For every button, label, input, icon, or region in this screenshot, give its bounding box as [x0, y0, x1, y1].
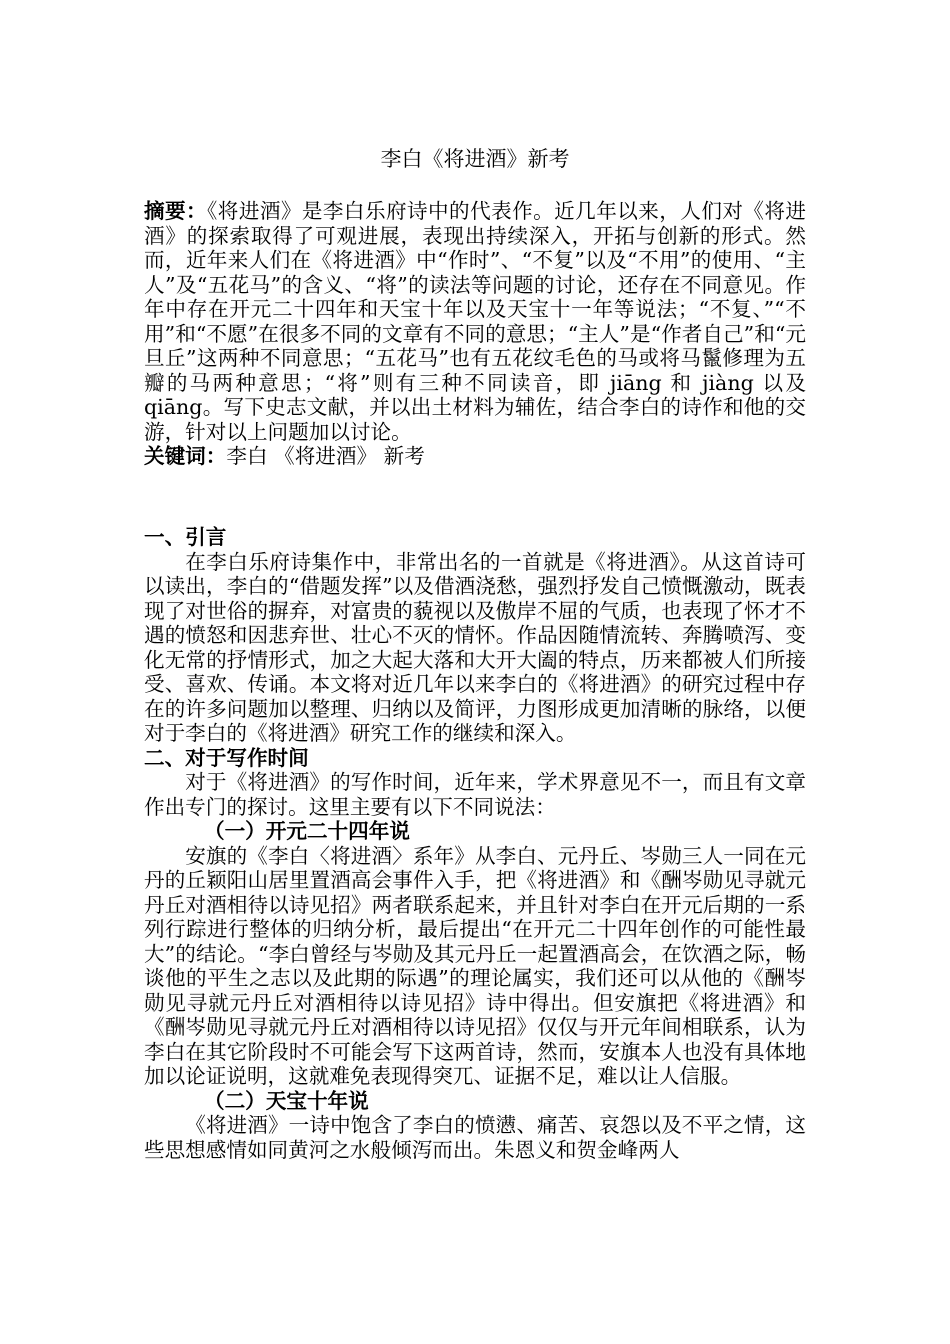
abstract-text: 《将进酒》是李白乐府诗中的代表作。近几年以来，人们对《将进酒》的探索取得了可观进展，表现出持续深入，开拓与创新的形式。然而，近年来人们在《将进酒》中“作时”、“不复”以及“不用”的使用、“主人”及“五花马”的含义、“将”的读法等问题的讨论，还存在不同意见。作年中存在开元二十四年和天宝十年以及天宝十一年等说法；“不复、”“不用”和“不愿”在很多不同的文章有不同的意思；“主人”是“作者自己”和“元旦丘”这两种不同意思；“五花马”也有五花纹毛色的马或将马鬣修理为五瓣的马两种意思；“将”则有三种不同读音，即 jiāng 和 jiàng 以及 qiāng。写下史志文献，并以出土材料为辅佐，结合李白的诗作和他的交游，针对以上问题加以讨论。 [144, 199, 807, 444]
subsection-heading: （二）天宝十年说 [204, 1088, 369, 1113]
paragraph: 在李白乐府诗集作中，非常出名的一首就是《将进酒》。从这首诗可以读出，李白的“借题发挥”以及借酒浇愁，强烈抒发自己愤慨激动，既表现了对世俗的摒弃，对富贵的藐视以及傲岸不屈的气质，也表现了怀才不遇的愤怒和因悲弃世、壮心不灭的情怀。作品因随情流转、奔腾喷泻、变化无常的抒情形式，加之大起大落和大开大阖的特点，历来都被人们所接受、喜欢、传诵。本文将对近几年以来李白的《将进酒》的研究过程中存在的许多问题加以整理、归纳以及简评，力图形成更加清晰的脉络，以便对于李白的《将进酒》研究工作的继续和深入。 [144, 549, 806, 745]
abstract [144, 199, 806, 469]
subsection-heading: （一）开元二十四年说 [204, 819, 410, 843]
keywords-label: 关键词： [144, 444, 227, 468]
paragraph: 对于《将进酒》的写作时间，近年来，学术界意见不一，而且有文章作出专门的探讨。这里主要有以下不同说法： [144, 770, 806, 819]
paragraph: 安旗的《李白〈将进酒〉系年》从李白、元丹丘、岑勋三人一同在元丹的丘颖阳山居里置酒高会事件入手，把《将进酒》和《酬岑勋见寻就元丹丘对酒相待以诗见招》两者联系起来，并且针对李白在开元后期的一系列行踪进行整体的归纳分析，最后提出“在开元二十四年创作的可能性最大”的结论。“李白曾经与岑勋及其元丹丘一起置酒高会，在饮酒之际，畅谈他的平生之志以及此期的际遇”的理论属实，我们还可以从他的《酬岑勋见寻就元丹丘对酒相待以诗见招》诗中得出。但安旗把《将进酒》和《酬岑勋见寻就元丹丘对酒相待以诗见招》仅仅与开元年间相联系，认为李白在其它阶段时不可能会写下这两首诗，然而，安旗本人也没有具体地加以论证说明，这就难免表现得突兀、证据不足，难以让人信服。 [144, 843, 806, 1088]
paragraph: 《将进酒》一诗中饱含了李白的愤懑、痛苦、哀怨以及不平之情，这些思想感情如同黄河之水般倾泻而出。朱恩义和贺金峰两人 [144, 1113, 806, 1162]
section-heading: 一、引言 [144, 525, 227, 549]
page-title: 李白《将进酒》新考 [380, 147, 570, 171]
section-heading: 二、对于写作时间 [144, 745, 309, 770]
abstract-label: 摘要： [144, 199, 208, 223]
abstract-paragraph [144, 199, 806, 444]
keywords-text: 李白 《将进酒》 新考 [226, 444, 425, 468]
section-1 [144, 525, 806, 1162]
keywords-line [144, 444, 806, 469]
